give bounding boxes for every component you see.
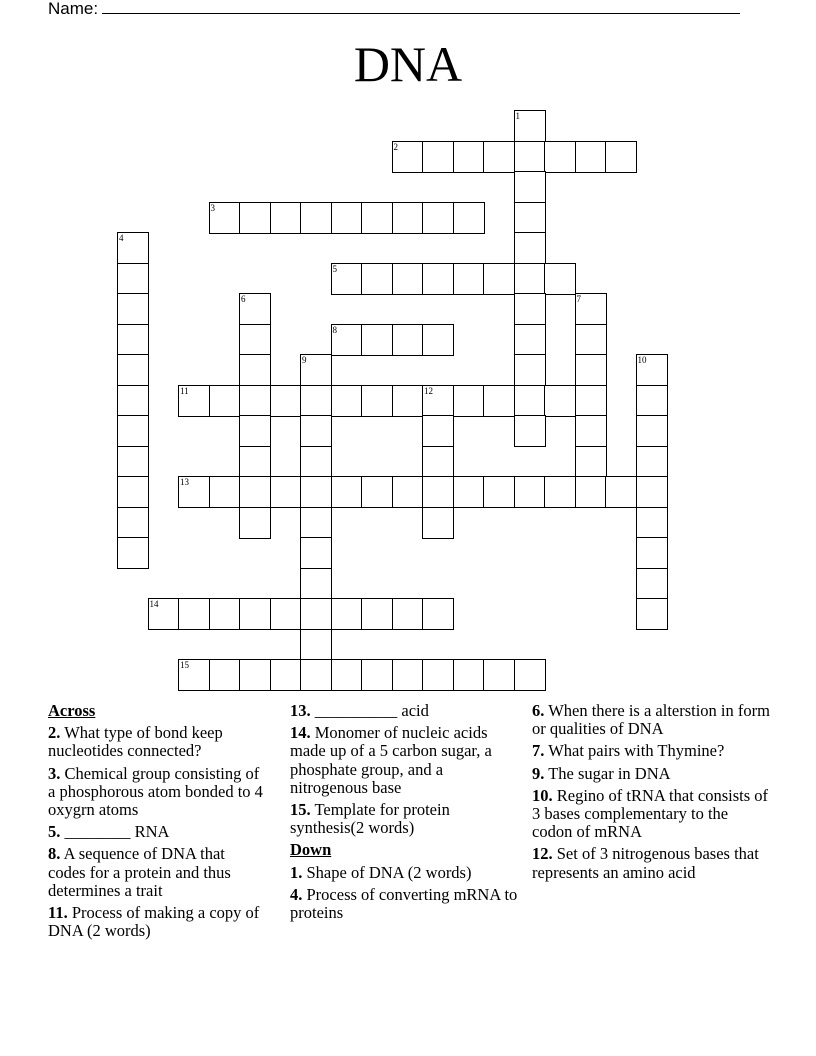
grid-cell[interactable]	[239, 202, 271, 234]
grid-cell[interactable]	[514, 202, 546, 234]
grid-cell[interactable]	[453, 141, 485, 173]
grid-cell[interactable]	[117, 507, 149, 539]
grid-cell[interactable]	[422, 476, 454, 508]
grid-cell[interactable]	[117, 354, 149, 386]
grid-cell[interactable]	[514, 385, 546, 417]
grid-cell[interactable]	[239, 507, 271, 539]
grid-cell[interactable]	[178, 476, 210, 508]
grid-cell[interactable]	[422, 385, 454, 417]
cell-number: 12	[424, 385, 433, 396]
cell-number: 4	[119, 233, 124, 243]
grid-cell[interactable]	[239, 476, 271, 508]
grid-cell[interactable]	[483, 385, 515, 417]
grid-cell[interactable]	[270, 659, 302, 691]
clue-across-13: 13. __________ acid	[290, 701, 429, 720]
grid-cell[interactable]	[270, 476, 302, 508]
grid-cell[interactable]	[575, 141, 607, 173]
grid-cell[interactable]	[422, 141, 454, 173]
grid-cell[interactable]	[361, 263, 393, 295]
grid-cell[interactable]	[331, 598, 363, 630]
grid-cell[interactable]	[514, 659, 546, 691]
cell-number: 2	[393, 141, 398, 152]
grid-cell[interactable]	[300, 415, 332, 447]
grid-cell[interactable]	[575, 293, 607, 325]
grid-cell[interactable]	[636, 598, 668, 630]
grid-cell[interactable]	[575, 476, 607, 508]
grid-cell[interactable]	[575, 354, 607, 386]
grid-cell[interactable]	[514, 110, 546, 142]
grid-cell[interactable]	[636, 415, 668, 447]
cell-number: 11	[180, 385, 189, 396]
grid-cell[interactable]	[209, 385, 241, 417]
clue-across-3: 3. Chemical group consisting of a phosphorous atom bonded to 4 oxygrn atoms	[48, 763, 263, 820]
grid-cell[interactable]	[117, 232, 149, 264]
grid-cell[interactable]	[392, 659, 424, 691]
grid-cell[interactable]	[605, 141, 637, 173]
grid-cell[interactable]	[422, 415, 454, 447]
name-label: Name:	[48, 0, 99, 18]
grid-cell[interactable]	[392, 324, 424, 356]
grid-cell[interactable]	[361, 385, 393, 417]
grid-cell[interactable]	[331, 263, 363, 295]
grid-cell[interactable]	[361, 598, 393, 630]
grid-cell[interactable]	[544, 476, 576, 508]
grid-cell[interactable]	[148, 598, 180, 630]
grid-cell[interactable]	[514, 171, 546, 203]
clue-down-10: 10. Regino of tRNA that consists of 3 bases complementary to the codon of mRNA	[532, 785, 769, 842]
grid-cell[interactable]	[453, 659, 485, 691]
grid-cell[interactable]	[117, 446, 149, 478]
grid-cell[interactable]	[239, 354, 271, 386]
cell-number: 13	[180, 477, 189, 487]
grid-cell[interactable]	[514, 232, 546, 264]
grid-cell[interactable]	[331, 476, 363, 508]
grid-cell[interactable]	[422, 446, 454, 478]
grid-cell[interactable]	[209, 598, 241, 630]
grid-cell[interactable]	[239, 446, 271, 478]
grid-cell[interactable]	[300, 507, 332, 539]
across-heading: Across	[48, 701, 96, 720]
grid-cell[interactable]	[300, 202, 332, 234]
grid-cell[interactable]	[392, 263, 424, 295]
clue-across-5: 5. ________ RNA	[48, 822, 170, 842]
grid-cell[interactable]	[605, 476, 637, 508]
clues-column-1	[48, 702, 263, 944]
grid-cell[interactable]	[636, 507, 668, 539]
grid-cell[interactable]	[300, 659, 332, 691]
grid-cell[interactable]	[300, 476, 332, 508]
clue-across-11: 11. Process of making a copy of DNA (2 words)	[48, 903, 260, 941]
clues-column-3	[532, 702, 772, 886]
grid-cell[interactable]	[178, 598, 210, 630]
clue-across-2: 2. What type of bond keep nucleotides connected?	[48, 723, 223, 761]
grid-cell[interactable]	[117, 476, 149, 508]
down-heading: Down	[290, 840, 332, 860]
grid-cell[interactable]	[514, 354, 546, 386]
grid-cell[interactable]	[117, 385, 149, 417]
cell-number: 6	[241, 294, 246, 304]
clue-across-14: 14. Monomer of nucleic acids made up of a 5 carbon sugar, a phosphate group, and a nitrogenous base	[290, 723, 492, 797]
clues-column-2	[290, 702, 518, 926]
grid-cell[interactable]	[331, 324, 363, 356]
grid-cell[interactable]	[392, 476, 424, 508]
clue-across-15: 15. Template for protein synthesis(2 words)	[290, 800, 450, 838]
grid-cell[interactable]	[331, 385, 363, 417]
grid-cell[interactable]	[514, 324, 546, 356]
clue-down-12: 12. Set of 3 nitrogenous bases that represents an amino acid	[532, 844, 759, 882]
grid-cell[interactable]	[239, 598, 271, 630]
grid-cell[interactable]	[239, 293, 271, 325]
grid-cell[interactable]	[239, 659, 271, 691]
grid-cell[interactable]	[636, 354, 668, 386]
grid-cell[interactable]	[575, 324, 607, 356]
clue-across-8: 8. A sequence of DNA that codes for a protein and thus determines a trait	[48, 844, 231, 900]
grid-cell[interactable]	[209, 202, 241, 234]
grid-cell[interactable]	[331, 202, 363, 234]
grid-cell[interactable]	[422, 659, 454, 691]
grid-cell[interactable]	[422, 202, 454, 234]
grid-cell[interactable]	[300, 568, 332, 600]
grid-cell[interactable]	[453, 476, 485, 508]
grid-cell[interactable]	[514, 141, 546, 173]
grid-cell[interactable]	[636, 568, 668, 600]
grid-cell[interactable]	[575, 385, 607, 417]
grid-cell[interactable]	[361, 476, 393, 508]
clue-down-4: 4. Process of converting mRNA to proteins	[290, 884, 518, 923]
grid-cell[interactable]	[300, 354, 332, 386]
grid-cell[interactable]	[270, 202, 302, 234]
grid-cell[interactable]	[453, 202, 485, 234]
clue-down-1: 1. Shape of DNA (2 words)	[290, 862, 472, 882]
grid-cell[interactable]	[483, 659, 515, 691]
grid-cell[interactable]	[514, 476, 546, 508]
grid-cell[interactable]	[514, 293, 546, 325]
grid-cell[interactable]	[422, 324, 454, 356]
grid-cell[interactable]	[117, 324, 149, 356]
grid-cell[interactable]	[117, 263, 149, 295]
grid-cell[interactable]	[453, 385, 485, 417]
grid-cell[interactable]	[331, 659, 363, 691]
grid-cell[interactable]	[239, 415, 271, 447]
grid-cell[interactable]	[300, 537, 332, 569]
grid-cell[interactable]	[483, 141, 515, 173]
grid-cell[interactable]	[575, 415, 607, 447]
grid-cell[interactable]	[361, 324, 393, 356]
grid-cell[interactable]	[636, 446, 668, 478]
cell-number: 10	[637, 355, 647, 365]
clue-down-6: 6. When there is a alterstion in form or qualities of DNA	[532, 701, 770, 739]
grid-cell[interactable]	[636, 537, 668, 569]
grid-cell[interactable]	[392, 141, 424, 173]
cell-number: 9	[302, 355, 307, 365]
grid-cell[interactable]	[117, 415, 149, 447]
grid-cell[interactable]	[422, 507, 454, 539]
grid-cell[interactable]	[392, 385, 424, 417]
cell-number: 3	[210, 202, 215, 213]
grid-cell[interactable]	[361, 659, 393, 691]
cell-number: 7	[576, 294, 581, 304]
grid-cell[interactable]	[300, 385, 332, 417]
grid-cell[interactable]	[117, 293, 149, 325]
grid-cell[interactable]	[483, 263, 515, 295]
cell-number: 14	[149, 599, 159, 609]
grid-cell[interactable]	[178, 385, 210, 417]
grid-cell[interactable]	[514, 263, 546, 295]
grid-cell[interactable]	[544, 141, 576, 173]
grid-cell[interactable]	[544, 385, 576, 417]
grid-cell[interactable]	[209, 659, 241, 691]
clue-down-7: 7. What pairs with Thymine?	[532, 741, 725, 761]
grid-cell[interactable]	[514, 415, 546, 447]
grid-cell[interactable]	[117, 537, 149, 569]
grid-cell[interactable]	[361, 202, 393, 234]
grid-cell[interactable]	[178, 659, 210, 691]
grid-cell[interactable]	[209, 476, 241, 508]
grid-cell[interactable]	[392, 202, 424, 234]
grid-cell[interactable]	[575, 446, 607, 478]
clue-down-9: 9. The sugar in DNA	[532, 763, 671, 783]
grid-cell[interactable]	[300, 446, 332, 478]
grid-cell[interactable]	[270, 598, 302, 630]
cell-number: 5	[332, 263, 337, 274]
grid-cell[interactable]	[483, 476, 515, 508]
grid-cell[interactable]	[300, 629, 332, 661]
grid-cell[interactable]	[392, 598, 424, 630]
grid-cell[interactable]	[270, 385, 302, 417]
grid-cell[interactable]	[636, 385, 668, 417]
grid-cell[interactable]	[636, 476, 668, 508]
grid-cell[interactable]	[239, 385, 271, 417]
cell-number: 8	[332, 324, 337, 335]
grid-cell[interactable]	[544, 263, 576, 295]
cell-number: 15	[180, 660, 189, 670]
grid-cell[interactable]	[300, 598, 332, 630]
grid-cell[interactable]	[239, 324, 271, 356]
grid-cell[interactable]	[422, 263, 454, 295]
grid-cell[interactable]	[453, 263, 485, 295]
cell-number: 1	[515, 111, 520, 121]
grid-cell[interactable]	[422, 598, 454, 630]
puzzle-title: DNA	[353, 36, 463, 92]
